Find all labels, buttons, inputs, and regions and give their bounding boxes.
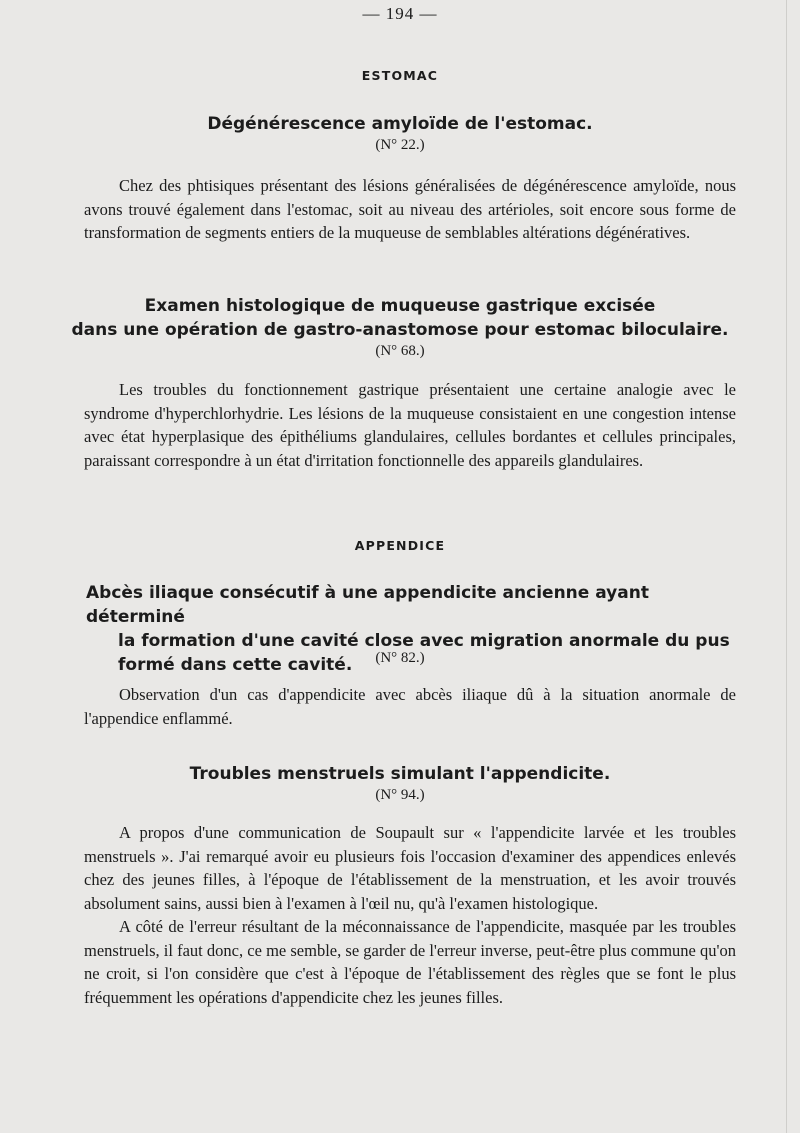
article-number: (N° 82.): [375, 650, 425, 666]
title-line: dans une opération de gastro-anastomose pour estomac biloculaire.: [71, 320, 729, 340]
page-number: — 194 —: [362, 4, 438, 23]
section-heading-estomac: ESTOMAC: [361, 68, 439, 83]
title-line: Abcès iliaque consécutif à une appendicite ancienne ayant déterminé: [86, 583, 649, 627]
article-body: [84, 378, 736, 472]
paragraph: A propos d'une communication de Soupault sur « l'appendicite larvée et les troubles menstruels ». J'ai remarqué avoir eu plusieurs fois l'occasion d'examiner des appendices enlevés chez des jeunes filles, à l'époque de l'établissement de la menstruation, et les avoir trouvés absolument sains, aussi bien à l'examen à l'œil nu, qu'à l'examen histologique.: [84, 823, 736, 913]
section-heading-appendice: APPENDICE: [354, 538, 446, 553]
title-line: la formation d'une cavité close avec migration anormale du pus: [118, 631, 730, 651]
paragraph: Les troubles du fonctionnement gastrique présentaient une certaine analogie avec le syndrome d'hyperchlorhydrie. Les lésions de la muqueuse consistaient en une congestion intense avec état hyperplasique des épithéliums glandulaires, cellules bordantes et cellules principales, paraissant correspondre à un état d'irritation fonctionnelle des appareils glandulaires.: [84, 380, 736, 470]
page-edge-shadow: [786, 0, 787, 1133]
article-number: (N° 22.): [375, 137, 425, 153]
title-line: Examen histologique de muqueuse gastrique excisée: [144, 296, 656, 316]
article-title: Troubles menstruels simulant l'appendicite.: [189, 764, 611, 784]
article-title: Dégénérescence amyloïde de l'estomac.: [207, 114, 593, 134]
article-number: (N° 94.): [375, 787, 425, 803]
article-body: [84, 174, 736, 245]
title-line: formé dans cette cavité.: [118, 655, 353, 675]
paragraph: Observation d'un cas d'appendicite avec abcès iliaque dû à la situation anormale de l'appendice enflammé.: [84, 685, 736, 728]
article-title: [0, 294, 800, 342]
paragraph: A côté de l'erreur résultant de la méconnaissance de l'appendicite, masquée par les troubles menstruels, il faut donc, ce me semble, se garder de l'erreur inverse, peut-être plus commune qu'on ne croit, si l'on considère que c'est à l'époque de l'établissement des règles que se font le plus fréquemment les opérations d'appendicite chez les jeunes filles.: [84, 917, 736, 1007]
article-number: (N° 68.): [375, 343, 425, 359]
paragraph: Chez des phtisiques présentant des lésions généralisées de dégénérescence amyloïde, nous avons trouvé également dans l'estomac, soit au niveau des artérioles, soit encore sous forme de transformation de segments entiers de la muqueuse de semblables altérations dégénératives.: [84, 176, 736, 242]
article-body: [84, 683, 736, 730]
article-body: [84, 821, 736, 1009]
